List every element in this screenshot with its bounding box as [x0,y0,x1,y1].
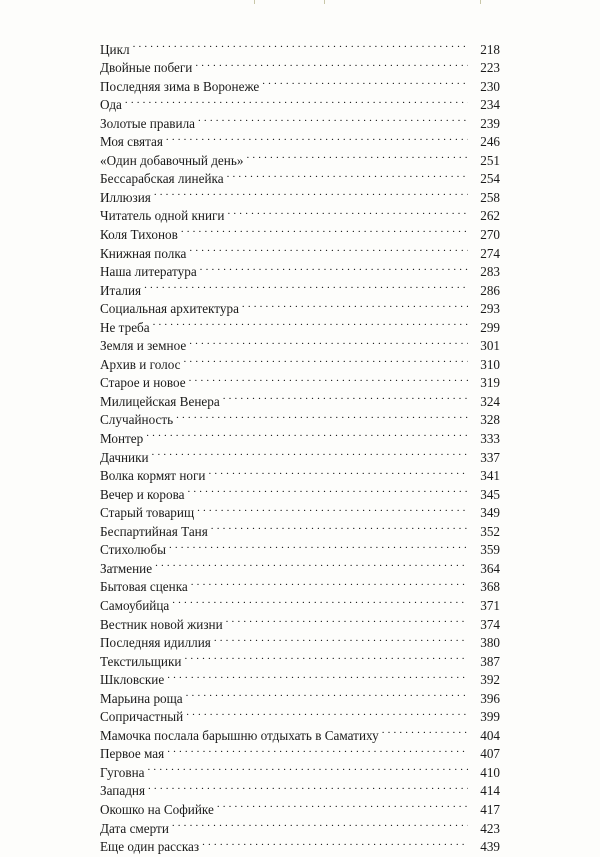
toc-entry-page-number: 328 [468,411,500,430]
dot-leader [262,72,468,91]
toc-entry-title: Текстильщики [100,653,182,669]
toc-entry-page-number: 274 [468,245,500,264]
dot-leader [154,183,468,202]
toc-entry-title: Двойные побеги [100,60,193,76]
toc-entry [100,777,500,799]
toc-entry [100,554,500,576]
dot-leader [200,258,468,277]
toc-entry-title: Гуговна [100,764,145,780]
dot-leader [148,777,468,796]
toc-entry-title: Последняя идиллия [100,635,211,651]
dot-leader [198,109,468,128]
dot-leader [184,647,468,666]
toc-entry-page-number: 324 [468,393,500,412]
toc-entry-page-number: 423 [468,820,500,839]
toc-entry-page-number: 234 [468,96,500,115]
toc-entry-page-number: 337 [468,449,500,468]
toc-entry-title: Западня [100,783,146,799]
toc-entry-page-number: 364 [468,560,500,579]
dot-leader [146,424,468,443]
toc-entry-title: Беспартийная Таня [100,523,208,539]
toc-entry-title: Еще один рассказ [100,839,200,855]
toc-entry-title: Марьина роща [100,690,183,706]
toc-entry-page-number: 345 [468,486,500,505]
toc-entry [100,54,500,76]
toc-entry-page-number: 333 [468,430,500,449]
dot-leader [148,758,468,777]
toc-entry-page-number: 374 [468,616,500,635]
dot-leader [202,833,468,852]
dot-leader [246,146,468,165]
toc-entry-title: Бессарабская линейка [100,171,224,187]
toc-entry-page-number: 341 [468,467,500,486]
toc-entry-title: Случайность [100,412,174,428]
toc-entry-title: Книжная полка [100,245,187,261]
dot-leader [153,313,468,332]
toc-entry-page-number: 223 [468,59,500,78]
table-of-contents [100,35,500,855]
toc-entry-page-number: 319 [468,374,500,393]
toc-entry-page-number: 414 [468,782,500,801]
toc-entry-title: Шкловские [100,672,165,688]
toc-entry-page-number: 371 [468,597,500,616]
dot-leader [214,629,468,648]
dot-leader [223,387,468,406]
dot-leader [197,499,468,518]
toc-entry-title: «Один добавочный день» [100,152,244,168]
toc-entry-page-number: 417 [468,801,500,820]
toc-entry-page-number: 293 [468,300,500,319]
toc-entry-title: Старое и новое [100,375,186,391]
toc-entry-page-number: 262 [468,207,500,226]
toc-entry-title: Читатель одной книги [100,208,225,224]
scan-edge-mark [324,0,325,4]
toc-entry [100,332,500,354]
toc-entry [100,462,500,484]
toc-entry [100,795,500,817]
toc-entry-page-number: 286 [468,282,500,301]
toc-entry-page-number: 283 [468,263,500,282]
toc-entry-page-number: 230 [468,78,500,97]
toc-entry [100,573,500,595]
toc-entry-title: Моя святая [100,134,163,150]
toc-entry [100,183,500,205]
toc-entry-title: Иллюзия [100,189,151,205]
dot-leader [227,165,468,184]
dot-leader [382,721,468,740]
toc-entry-title: Сопричастный [100,709,184,725]
dot-leader [217,795,468,814]
dot-leader [189,332,468,351]
dot-leader [191,573,468,592]
dot-leader [169,536,468,555]
scan-edge-mark [480,0,481,4]
dot-leader [133,35,468,54]
dot-leader [208,462,468,481]
dot-leader [187,480,468,499]
dot-leader [176,406,468,425]
toc-entry-page-number: 359 [468,541,500,560]
toc-entry-page-number: 399 [468,708,500,727]
toc-entry-title: Земля и земное [100,338,187,354]
toc-entry-title: Цикл [100,41,130,57]
toc-entry-title: Бытовая сценка [100,579,188,595]
toc-entry-page-number: 349 [468,504,500,523]
toc-entry-title: Социальная архитектура [100,301,239,317]
toc-entry-title: Мамочка послала барышню отдыхать в Саматиху [100,727,379,743]
dot-leader [186,684,468,703]
toc-entry-title: Окошко на Софийке [100,801,214,817]
dot-leader [155,554,468,573]
toc-entry-page-number: 299 [468,319,500,338]
toc-entry-page-number: 270 [468,226,500,245]
toc-entry-page-number: 301 [468,337,500,356]
toc-entry-page-number: 439 [468,838,500,857]
dot-leader [228,202,469,221]
toc-entry-title: Дата смерти [100,820,169,836]
toc-entry-page-number: 396 [468,690,500,709]
toc-entry-title: Италия [100,282,142,298]
toc-entry-title: Последняя зима в Воронеже [100,78,260,94]
toc-entry-title: Не треба [100,319,150,335]
toc-entry-page-number: 239 [468,115,500,134]
dot-leader [189,239,468,258]
toc-entry [100,276,500,298]
toc-entry-title: Милицейская Венера [100,393,220,409]
toc-entry-title: Стихолюбы [100,542,166,558]
toc-entry-title: Золотые правила [100,115,196,131]
toc-entry-title: Вестник новой жизни [100,616,223,632]
toc-entry-title: Вечер и корова [100,486,185,502]
toc-entry [100,295,500,317]
toc-entry-title: Самоубийца [100,597,170,613]
dot-leader [172,591,468,610]
toc-entry-page-number: 380 [468,634,500,653]
dot-leader [167,740,468,759]
dot-leader [144,276,468,295]
toc-entry [100,313,500,335]
toc-entry-title: Затмение [100,560,153,576]
toc-entry-title: Старый товарищ [100,505,195,521]
toc-entry [100,35,500,57]
toc-entry-page-number: 368 [468,578,500,597]
toc-entry [100,443,500,465]
toc-entry-page-number: 352 [468,523,500,542]
toc-entry-page-number: 387 [468,653,500,672]
toc-entry [100,91,500,113]
toc-entry-page-number: 310 [468,356,500,375]
dot-leader [152,443,468,462]
toc-entry [100,758,500,780]
dot-leader [242,295,468,314]
toc-entry [100,424,500,447]
dot-leader [186,703,468,722]
dot-leader [195,54,468,73]
dot-leader [184,350,468,369]
toc-entry-page-number: 246 [468,133,500,152]
dot-leader [181,220,468,239]
dot-leader [172,814,468,833]
scan-edge-mark [254,0,255,4]
toc-entry-page-number: 410 [468,764,500,783]
toc-entry-title: Коля Тихонов [100,227,178,243]
dot-leader [211,517,468,536]
dot-leader [166,128,468,147]
toc-entry-title: Первое мая [100,746,165,762]
dot-leader [125,91,468,110]
toc-entry-title: Ода [100,97,122,113]
toc-entry-page-number: 254 [468,170,500,189]
toc-entry-title: Наша литература [100,264,197,280]
toc-entry-title: Дачники [100,449,149,465]
toc-entry-page-number: 407 [468,745,500,764]
toc-entry-title: Монтер [100,431,144,447]
toc-entry-page-number: 258 [468,189,500,208]
toc-entry-title: Волка кормят ноги [100,468,206,484]
dot-leader [167,666,468,685]
toc-entry [100,109,500,131]
toc-entry-page-number: 404 [468,727,500,746]
toc-entry-page-number: 218 [468,41,500,60]
toc-entry-page-number: 251 [468,152,500,171]
toc-entry-title: Архив и голос [100,356,181,372]
dot-leader [189,369,468,388]
dot-leader [226,610,468,629]
toc-entry [100,202,500,224]
toc-entry-page-number: 392 [468,671,500,690]
